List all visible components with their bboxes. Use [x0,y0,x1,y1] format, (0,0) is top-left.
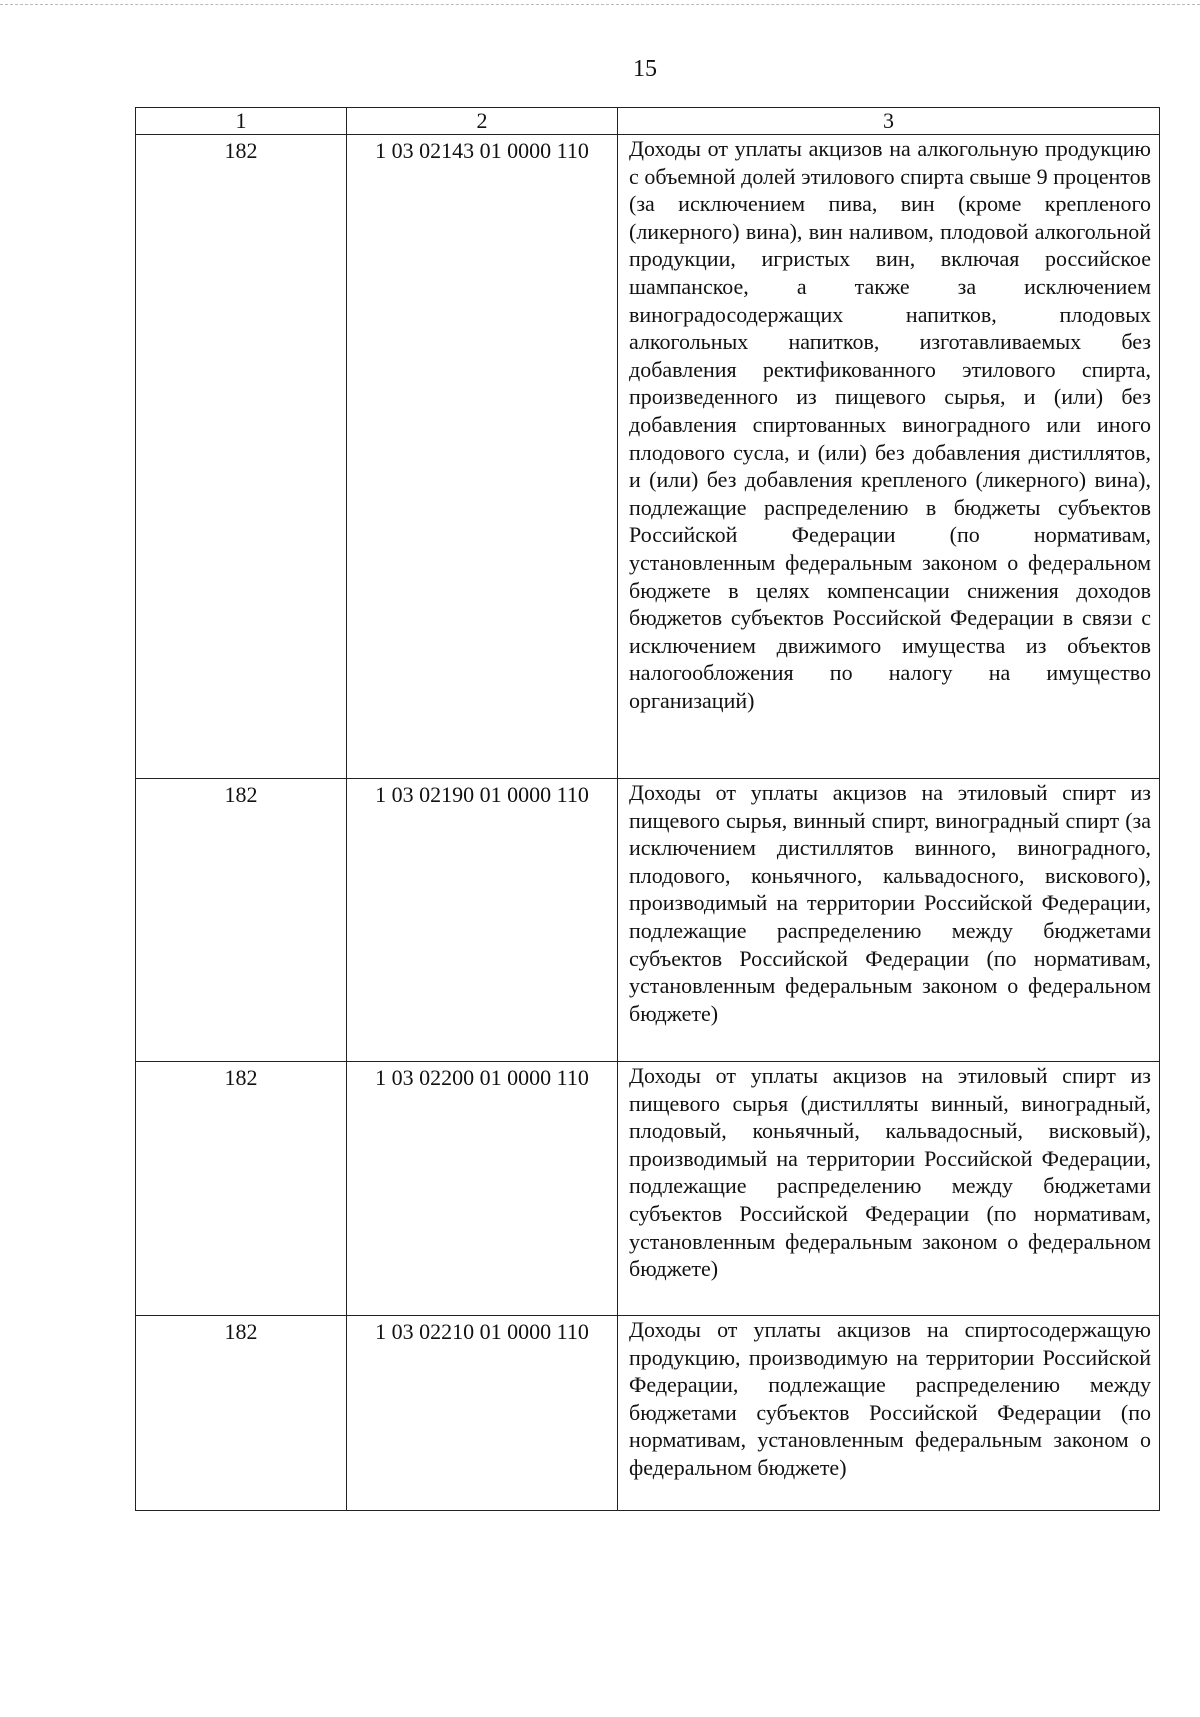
column-header-3: 3 [618,108,1160,135]
description-cell: Доходы от уплаты акцизов на этиловый спирт из пищевого сырья (дистилляты винный, виноградный, плодовый, коньячный, кальвадосный, висковый), производимый на территории Российской Федерации, подлежащие распределению между бюджетами субъектов Российской Федерации (по нормативам, установленным федеральным законом о федеральном бюджете) [618,1062,1160,1316]
table-row [136,1316,1160,1511]
kbk-code-cell: 1 03 02190 01 0000 110 [347,779,618,1062]
kbk-code-cell: 1 03 02143 01 0000 110 [347,135,618,779]
page-number: 15 [633,56,657,82]
kbk-code-cell: 1 03 02210 01 0000 110 [347,1316,618,1511]
kbk-code-cell: 1 03 02200 01 0000 110 [347,1062,618,1316]
table-row [136,1062,1160,1316]
income-classification-table [135,107,1160,1511]
admin-code-cell: 182 [136,1316,347,1511]
description-cell: Доходы от уплаты акцизов на этиловый спирт из пищевого сырья, винный спирт, виноградный спирт (за исключением дистиллятов винного, виноградного, плодового, коньячного, кальвадосного, вискового), производимый на территории Российской Федерации, подлежащие распределению между бюджетами субъектов Российской Федерации (по нормативам, установленным федеральным законом о федеральном бюджете) [618,779,1160,1062]
scan-top-rule [0,4,1200,5]
table-row [136,779,1160,1062]
description-cell: Доходы от уплаты акцизов на спиртосодержащую продукцию, производимую на территории Российской Федерации, подлежащие распределению между бюджетами субъектов Российской Федерации (по нормативам, установленным федеральным законом о федеральном бюджете) [618,1316,1160,1511]
table-header-row [136,108,1160,135]
column-header-2: 2 [347,108,618,135]
admin-code-cell: 182 [136,779,347,1062]
table-row [136,135,1160,779]
admin-code-cell: 182 [136,1062,347,1316]
admin-code-cell: 182 [136,135,347,779]
column-header-1: 1 [136,108,347,135]
description-cell: Доходы от уплаты акцизов на алкогольную продукцию с объемной долей этилового спирта свыше 9 процентов (за исключением пива, вин (кроме крепленого (ликерного) вина), вин наливом, плодовой алкогольной продукции, игристых вин, включая российское шампанское, а также за исключением виноградосодержащих напитков, плодовых алкогольных напитков, изготавливаемых без добавления ректификованного этилового спирта, произведенного из пищевого сырья, и (или) без добавления спиртованных виноградного или иного плодового сусла, и (или) без добавления дистиллятов, и (или) без добавления крепленого (ликерного) вина), подлежащие распределению в бюджеты субъектов Российской Федерации (по нормативам, установленным федеральным законом о федеральном бюджете в целях компенсации снижения доходов бюджетов субъектов Российской Федерации в связи с исключением движимого имущества из объектов налогообложения по налогу на имущество организаций) [618,135,1160,779]
